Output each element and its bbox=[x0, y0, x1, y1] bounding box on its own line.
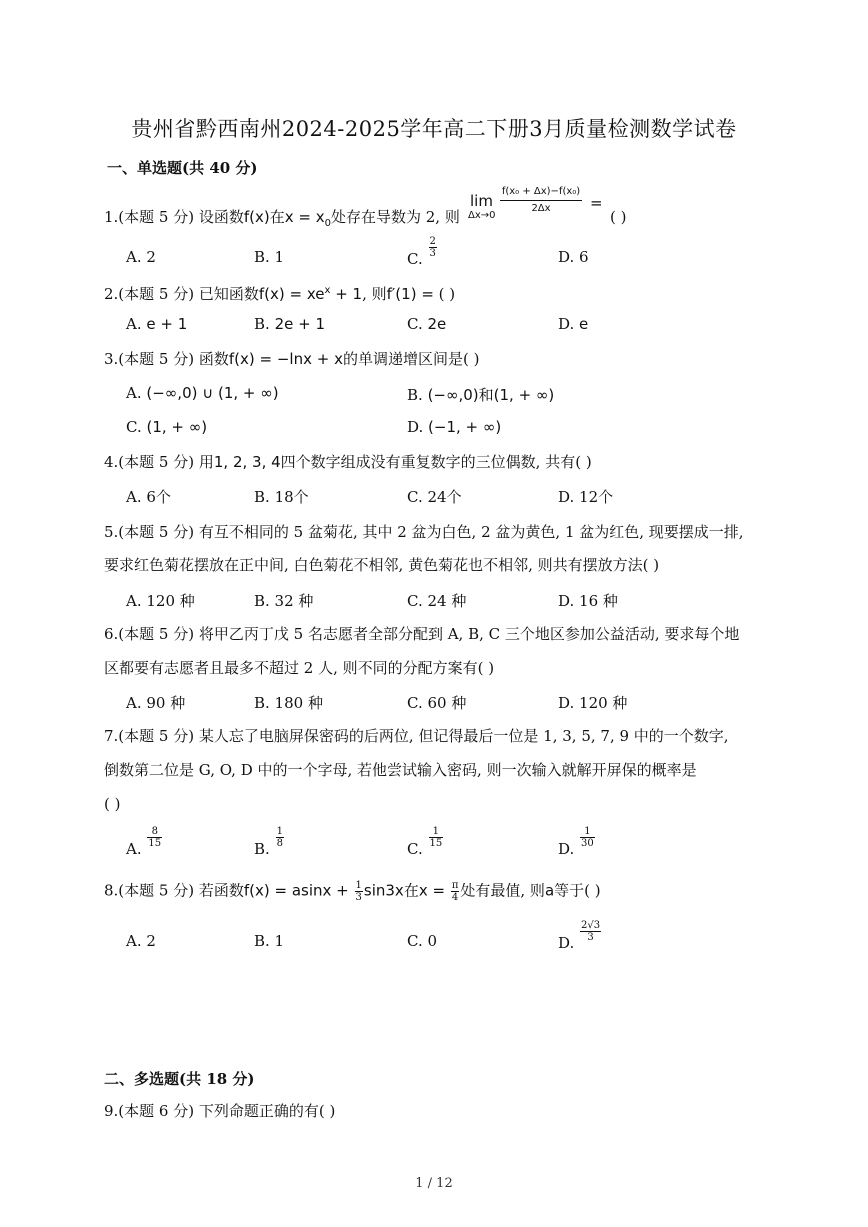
q7-a-label: A. bbox=[126, 839, 142, 858]
question-1 bbox=[104, 207, 460, 234]
q2-option-b bbox=[254, 315, 325, 333]
q8-fden: 3 bbox=[355, 892, 362, 903]
q7-option-a bbox=[126, 826, 163, 858]
q3-b-label: B. bbox=[407, 386, 423, 404]
q8-func2: sin3x bbox=[363, 881, 404, 900]
q4-b-val: 18个 bbox=[274, 488, 309, 506]
q8-fnum: 1 bbox=[355, 880, 362, 891]
question-2 bbox=[104, 281, 455, 304]
q3-tail: 的单调递增区间是( ) bbox=[342, 350, 480, 368]
section-heading-multi-choice: 二、多选题(共 18 分) bbox=[104, 1070, 255, 1088]
q7-c-label: C. bbox=[407, 839, 423, 858]
q5-option-d: D. 16 种 bbox=[558, 592, 618, 610]
q8-a: a bbox=[544, 881, 555, 900]
q2-c-label: C. bbox=[407, 315, 423, 333]
q8-option-c: C. 0 bbox=[407, 932, 438, 950]
q3-a-label: A. bbox=[126, 384, 142, 402]
q7-a-num: 8 bbox=[147, 826, 162, 838]
question-8 bbox=[104, 880, 601, 903]
question-3 bbox=[104, 349, 479, 369]
q8-func1: f(x) = asinx + bbox=[243, 881, 354, 900]
q1-lim-fraction bbox=[500, 186, 582, 214]
q4-option-d bbox=[558, 486, 613, 507]
q2-option-c bbox=[407, 315, 446, 333]
q2-prefix: 2.(本题 5 分) 已知函数 bbox=[104, 285, 259, 303]
question-5-line-1: 5.(本题 5 分) 有互不相同的 5 盆菊花, 其中 2 盆为白色, 2 盆为黄色, 1 盆为红色, 现要摆成一排, bbox=[104, 523, 744, 541]
section-heading-single-choice: 一、单选题(共 40 分) bbox=[107, 159, 258, 177]
q8-prefix: 8.(本题 5 分) 若函数 bbox=[104, 881, 244, 900]
q2-then: , 则 bbox=[362, 285, 387, 303]
q3-a-val: (−∞,0) ∪ (1, + ∞) bbox=[146, 384, 279, 402]
q1-lim: lim bbox=[470, 192, 493, 210]
q7-d-num: 1 bbox=[580, 826, 595, 838]
q7-option-c bbox=[407, 826, 444, 858]
q1-lim-numerator: f(x₀ + Δx)−f(x₀) bbox=[500, 186, 582, 201]
q7-b-fraction bbox=[276, 826, 284, 849]
q2-option-d bbox=[558, 315, 588, 333]
q4-c-val: 24个 bbox=[427, 488, 462, 506]
question-5-line-2: 要求红色菊花摆放在正中间, 白色菊花不相邻, 黄色菊花也不相邻, 则共有摆放方法( ) bbox=[104, 556, 660, 574]
q1-at: 在 bbox=[269, 208, 285, 226]
q6-option-d: D. 120 种 bbox=[558, 694, 628, 712]
q1-c-den: 3 bbox=[429, 248, 436, 259]
question-6-line-1: 6.(本题 5 分) 将甲乙丙丁戊 5 名志愿者全部分配到 A, B, C 三个地区参加公益活动, 要求每个地 bbox=[104, 625, 740, 643]
q3-prefix: 3.(本题 5 分) 函数 bbox=[104, 350, 229, 368]
q7-c-fraction bbox=[429, 826, 444, 849]
q4-tail: 四个数字组成没有重复数字的三位偶数, 共有( ) bbox=[280, 453, 592, 471]
q5-option-a: A. 120 种 bbox=[126, 592, 195, 610]
q7-b-den: 8 bbox=[276, 838, 283, 849]
question-7-line-2: 倒数第二位是 G, O, D 中的一个字母, 若他尝试输入密码, 则一次输入就解开屏保的概率是 bbox=[104, 761, 697, 779]
q3-b-val: (−∞,0)和(1, + ∞) bbox=[427, 386, 555, 404]
q2-a-label: A. bbox=[126, 315, 142, 333]
q8-pi-fraction bbox=[451, 880, 460, 903]
q3-option-c bbox=[126, 418, 207, 436]
q8-d-label: D. bbox=[558, 933, 575, 952]
q4-option-a bbox=[126, 486, 171, 507]
q1-c-num: 2 bbox=[429, 236, 436, 247]
q7-b-label: B. bbox=[254, 839, 270, 858]
question-4 bbox=[104, 452, 592, 472]
q2-func: f(x) = xe bbox=[258, 285, 325, 303]
q7-d-fraction bbox=[580, 826, 595, 849]
q6-option-c: C. 60 种 bbox=[407, 694, 467, 712]
q7-c-den: 15 bbox=[429, 838, 443, 849]
q2-func-tail: + 1 bbox=[330, 285, 363, 303]
q7-b-num: 1 bbox=[276, 826, 283, 837]
q8-third-fraction bbox=[355, 880, 363, 903]
q8-at: 在 bbox=[403, 881, 419, 900]
q4-b-label: B. bbox=[254, 488, 270, 506]
page-title: 贵州省黔西南州2024-2025学年高二下册3月质量检测数学试卷 bbox=[131, 117, 737, 141]
q7-d-label: D. bbox=[558, 839, 575, 858]
q2-a-val: e + 1 bbox=[146, 315, 188, 333]
q8-option-b: B. 1 bbox=[254, 932, 285, 950]
q2-d-label: D. bbox=[558, 315, 575, 333]
q3-c-label: C. bbox=[126, 418, 142, 436]
q4-a-val: 6个 bbox=[146, 488, 171, 506]
q4-prefix: 4.(本题 5 分) 用 bbox=[104, 453, 214, 471]
q5-option-c: C. 24 种 bbox=[407, 592, 467, 610]
q1-fx: f(x) bbox=[243, 208, 270, 226]
q7-a-den: 15 bbox=[148, 838, 162, 849]
q2-deriv: f′(1) = bbox=[386, 285, 439, 303]
page-number: 1 / 12 bbox=[415, 1176, 453, 1191]
q1-tail: 处存在导数为 2, 则 bbox=[331, 208, 460, 226]
q3-func: f(x) = −lnx + x bbox=[228, 350, 343, 368]
q5-option-b: B. 32 种 bbox=[254, 592, 314, 610]
q8-option-a: A. 2 bbox=[126, 932, 156, 950]
q8-option-d bbox=[558, 920, 602, 952]
q1-option-a: A. 2 bbox=[126, 248, 156, 266]
q1-point-sub: 0 bbox=[324, 218, 331, 229]
q2-d-val: e bbox=[579, 315, 589, 333]
q8-pnum: π bbox=[451, 880, 459, 891]
q2-b-val: 2e + 1 bbox=[274, 315, 325, 333]
q1-lim-denominator: 2Δx bbox=[531, 203, 551, 214]
q1-option-c-label: C. bbox=[407, 249, 423, 268]
q4-d-label: D. bbox=[558, 488, 575, 506]
q3-option-d bbox=[407, 418, 501, 436]
question-7-line-1: 7.(本题 5 分) 某人忘了电脑屏保密码的后两位, 但记得最后一位是 1, 3, 5, 7, 9 中的一个数字, bbox=[104, 727, 729, 745]
q8-tail2: 等于( ) bbox=[554, 881, 601, 900]
q4-d-val: 12个 bbox=[579, 488, 614, 506]
question-7-line-3: ( ) bbox=[104, 795, 121, 813]
q2-func-sup: x bbox=[324, 285, 331, 296]
q7-a-fraction bbox=[147, 826, 162, 849]
q1-prefix: 1.(本题 5 分) 设函数 bbox=[104, 208, 244, 226]
q8-d-den: 3 bbox=[587, 932, 594, 943]
q8-d-fraction bbox=[580, 920, 601, 943]
q1-paren: ( ) bbox=[610, 208, 627, 226]
q6-option-b: B. 180 种 bbox=[254, 694, 323, 712]
q3-d-val: (−1, + ∞) bbox=[428, 418, 502, 436]
q4-c-label: C. bbox=[407, 488, 423, 506]
q2-c-val: 2e bbox=[427, 315, 447, 333]
q1-option-c-fraction bbox=[429, 236, 437, 259]
q8-pden: 4 bbox=[451, 892, 459, 903]
q1-option-d: D. 6 bbox=[558, 248, 589, 266]
q2-paren: ( ) bbox=[438, 285, 456, 303]
q2-option-a bbox=[126, 315, 187, 333]
q3-option-a bbox=[126, 384, 279, 402]
q4-option-c bbox=[407, 486, 462, 507]
question-9: 9.(本题 6 分) 下列命题正确的有( ) bbox=[104, 1102, 336, 1120]
q6-option-a: A. 90 种 bbox=[126, 694, 186, 712]
q1-equals: = bbox=[590, 194, 603, 212]
q7-option-b bbox=[254, 826, 285, 858]
q3-d-label: D. bbox=[407, 418, 424, 436]
q7-d-den: 30 bbox=[581, 838, 594, 849]
q2-b-label: B. bbox=[254, 315, 270, 333]
q3-c-val: (1, + ∞) bbox=[146, 418, 208, 436]
q8-xeq: x = bbox=[418, 881, 450, 900]
q1-option-b: B. 1 bbox=[254, 248, 285, 266]
q8-d-num: 2√3 bbox=[581, 920, 601, 931]
q3-option-b bbox=[407, 384, 554, 405]
q1-lim-sub: Δx→0 bbox=[468, 210, 496, 221]
q7-option-d bbox=[558, 826, 596, 858]
q7-c-num: 1 bbox=[429, 826, 444, 838]
q4-digits: 1, 2, 3, 4 bbox=[213, 453, 281, 471]
q8-tail: 处有最值, 则 bbox=[460, 881, 545, 900]
q4-a-label: A. bbox=[126, 488, 142, 506]
question-6-line-2: 区都要有志愿者且最多不超过 2 人, 则不同的分配方案有( ) bbox=[104, 659, 495, 677]
q4-option-b bbox=[254, 486, 309, 507]
q1-point: x = x bbox=[284, 208, 325, 226]
q1-option-c bbox=[407, 236, 438, 268]
